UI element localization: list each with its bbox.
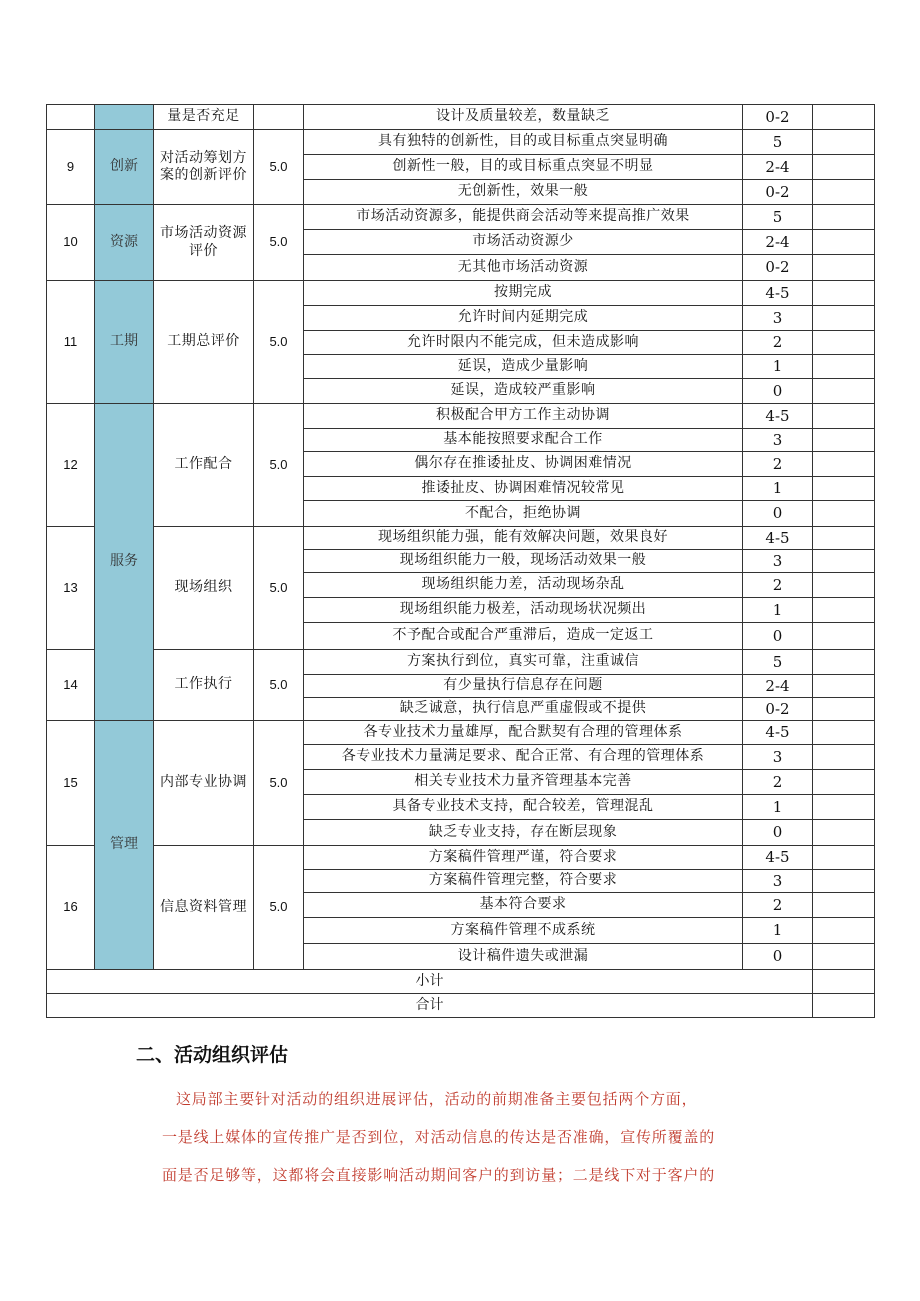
score-cell: 1 [743, 918, 813, 944]
score-cell: 0-2 [743, 698, 813, 721]
result-cell [813, 205, 875, 230]
result-cell [813, 650, 875, 675]
category-cell: 创新 [95, 130, 154, 205]
result-cell [813, 130, 875, 155]
criteria-cell: 现场组织能力一般，现场活动效果一般 [304, 550, 743, 573]
score-cell: 4-5 [743, 281, 813, 306]
item-weight: 5.0 [254, 205, 304, 281]
item-weight: 5.0 [254, 281, 304, 404]
category-cell: 管理 [95, 721, 154, 970]
result-cell [813, 527, 875, 550]
score-cell: 5 [743, 650, 813, 675]
criteria-cell: 具有独特的创新性，目的或目标重点突显明确 [304, 130, 743, 155]
item-number: 13 [47, 527, 95, 650]
score-cell: 5 [743, 130, 813, 155]
score-cell: 2 [743, 770, 813, 795]
table-row [47, 281, 875, 306]
criteria-cell: 各专业技术力量雄厚，配合默契有合理的管理体系 [304, 721, 743, 745]
result-cell [813, 331, 875, 355]
result-cell [813, 870, 875, 893]
evaluation-item: 工作配合 [154, 404, 254, 527]
result-cell [813, 230, 875, 255]
criteria-cell: 具备专业技术支持，配合较差，管理混乱 [304, 795, 743, 820]
score-cell: 4-5 [743, 721, 813, 745]
criteria-cell: 现场组织能力极差，活动现场状况频出 [304, 598, 743, 623]
criteria-cell: 无其他市场活动资源 [304, 255, 743, 281]
table-row [47, 846, 875, 870]
category-cell: 工期 [95, 281, 154, 404]
result-cell [813, 306, 875, 331]
criteria-cell: 延误，造成少量影响 [304, 355, 743, 379]
section-heading: 二、活动组织评估 [136, 1044, 289, 1066]
score-cell: 2 [743, 573, 813, 598]
item-number: 15 [47, 721, 95, 846]
score-cell: 2-4 [743, 155, 813, 180]
criteria-cell: 现场组织能力差，活动现场杂乱 [304, 573, 743, 598]
item-number [47, 105, 95, 130]
result-cell [813, 429, 875, 452]
result-cell [813, 944, 875, 970]
score-cell: 0-2 [743, 180, 813, 205]
score-cell: 4-5 [743, 404, 813, 429]
item-number: 16 [47, 846, 95, 970]
score-cell: 1 [743, 598, 813, 623]
total-label: 合计 [47, 994, 813, 1018]
criteria-cell: 偶尔存在推诿扯皮、协调困难情况 [304, 452, 743, 477]
result-cell [813, 918, 875, 944]
result-cell [813, 598, 875, 623]
total-value [813, 994, 875, 1018]
score-cell: 2 [743, 893, 813, 918]
evaluation-item: 信息资料管理 [154, 846, 254, 970]
evaluation-item: 量是否充足 [154, 105, 254, 130]
category-cell: 服务 [95, 404, 154, 721]
body-line-2: 一是线上媒体的宣传推广是否到位，对活动信息的传达是否准确，宣传所覆盖的 [162, 1128, 716, 1146]
result-cell [813, 698, 875, 721]
result-cell [813, 623, 875, 650]
score-cell: 0 [743, 623, 813, 650]
item-weight: 5.0 [254, 527, 304, 650]
total-row [47, 994, 875, 1018]
result-cell [813, 355, 875, 379]
score-cell: 3 [743, 745, 813, 770]
result-cell [813, 155, 875, 180]
criteria-cell: 市场活动资源多，能提供商会活动等来提高推广效果 [304, 205, 743, 230]
evaluation-item: 工期总评价 [154, 281, 254, 404]
result-cell [813, 477, 875, 501]
result-cell [813, 404, 875, 429]
item-number: 11 [47, 281, 95, 404]
score-cell: 1 [743, 795, 813, 820]
score-cell: 2 [743, 331, 813, 355]
score-cell: 3 [743, 550, 813, 573]
body-line-1: 这局部主要针对活动的组织进展评估，活动的前期准备主要包括两个方面， [176, 1090, 698, 1108]
result-cell [813, 255, 875, 281]
score-cell: 5 [743, 205, 813, 230]
score-cell: 4-5 [743, 846, 813, 870]
score-cell: 3 [743, 306, 813, 331]
score-cell: 0 [743, 379, 813, 404]
score-cell: 1 [743, 355, 813, 379]
item-weight: 5.0 [254, 846, 304, 970]
score-cell: 0-2 [743, 105, 813, 130]
table-row [47, 404, 875, 429]
result-cell [813, 795, 875, 820]
result-cell [813, 770, 875, 795]
score-cell: 0 [743, 501, 813, 527]
criteria-cell: 基本能按照要求配合工作 [304, 429, 743, 452]
criteria-cell: 不配合，拒绝协调 [304, 501, 743, 527]
result-cell [813, 820, 875, 846]
criteria-cell: 市场活动资源少 [304, 230, 743, 255]
item-weight: 5.0 [254, 721, 304, 846]
evaluation-item: 内部专业协调 [154, 721, 254, 846]
subtotal-label: 小计 [47, 970, 813, 994]
criteria-cell: 现场组织能力强，能有效解决问题，效果良好 [304, 527, 743, 550]
subtotal-value [813, 970, 875, 994]
score-cell: 3 [743, 429, 813, 452]
result-cell [813, 180, 875, 205]
result-cell [813, 721, 875, 745]
result-cell [813, 379, 875, 404]
score-cell: 2 [743, 452, 813, 477]
result-cell [813, 893, 875, 918]
item-number: 10 [47, 205, 95, 281]
evaluation-item: 对活动筹划方案的创新评价 [154, 130, 254, 205]
criteria-cell: 推诿扯皮、协调困难情况较常见 [304, 477, 743, 501]
item-number: 14 [47, 650, 95, 721]
result-cell [813, 501, 875, 527]
evaluation-item: 市场活动资源评价 [154, 205, 254, 281]
item-weight [254, 105, 304, 130]
criteria-cell: 积极配合甲方工作主动协调 [304, 404, 743, 429]
criteria-cell: 方案稿件管理严谨，符合要求 [304, 846, 743, 870]
criteria-cell: 有少量执行信息存在问题 [304, 675, 743, 698]
criteria-cell: 允许时间内延期完成 [304, 306, 743, 331]
evaluation-table-body [47, 105, 875, 1018]
score-cell: 3 [743, 870, 813, 893]
score-cell: 0 [743, 820, 813, 846]
criteria-cell: 无创新性，效果一般 [304, 180, 743, 205]
evaluation-item: 工作执行 [154, 650, 254, 721]
criteria-cell: 方案执行到位，真实可靠，注重诚信 [304, 650, 743, 675]
criteria-cell: 创新性一般，目的或目标重点突显不明显 [304, 155, 743, 180]
category-cell [95, 105, 154, 130]
table-row [47, 105, 875, 130]
item-weight: 5.0 [254, 130, 304, 205]
table-row [47, 650, 875, 675]
criteria-cell: 缺乏诚意，执行信息严重虚假或不提供 [304, 698, 743, 721]
criteria-cell: 设计及质量较差，数量缺乏 [304, 105, 743, 130]
score-cell: 0-2 [743, 255, 813, 281]
item-number: 12 [47, 404, 95, 527]
section-body [162, 1080, 762, 1194]
criteria-cell: 设计稿件遗失或泄漏 [304, 944, 743, 970]
item-weight: 5.0 [254, 404, 304, 527]
item-weight: 5.0 [254, 650, 304, 721]
criteria-cell: 各专业技术力量满足要求、配合正常、有合理的管理体系 [304, 745, 743, 770]
criteria-cell: 按期完成 [304, 281, 743, 306]
criteria-cell: 缺乏专业支持，存在断层现象 [304, 820, 743, 846]
score-cell: 0 [743, 944, 813, 970]
subtotal-row [47, 970, 875, 994]
body-line-3: 面是否足够等，这都将会直接影响活动期间客户的到访量；二是线下对于客户的 [162, 1166, 716, 1184]
category-cell: 资源 [95, 205, 154, 281]
result-cell [813, 846, 875, 870]
table-row [47, 205, 875, 230]
result-cell [813, 452, 875, 477]
result-cell [813, 105, 875, 130]
result-cell [813, 675, 875, 698]
result-cell [813, 573, 875, 598]
evaluation-item: 现场组织 [154, 527, 254, 650]
criteria-cell: 不予配合或配合严重滞后，造成一定返工 [304, 623, 743, 650]
score-cell: 2-4 [743, 230, 813, 255]
table-row [47, 130, 875, 155]
result-cell [813, 550, 875, 573]
table-row [47, 527, 875, 550]
table-row [47, 721, 875, 745]
criteria-cell: 延误，造成较严重影响 [304, 379, 743, 404]
criteria-cell: 相关专业技术力量齐管理基本完善 [304, 770, 743, 795]
result-cell [813, 281, 875, 306]
criteria-cell: 方案稿件管理不成系统 [304, 918, 743, 944]
score-cell: 1 [743, 477, 813, 501]
item-number: 9 [47, 130, 95, 205]
score-cell: 4-5 [743, 527, 813, 550]
criteria-cell: 基本符合要求 [304, 893, 743, 918]
criteria-cell: 允许时限内不能完成，但未造成影响 [304, 331, 743, 355]
score-cell: 2-4 [743, 675, 813, 698]
criteria-cell: 方案稿件管理完整，符合要求 [304, 870, 743, 893]
result-cell [813, 745, 875, 770]
evaluation-table [46, 104, 875, 1018]
